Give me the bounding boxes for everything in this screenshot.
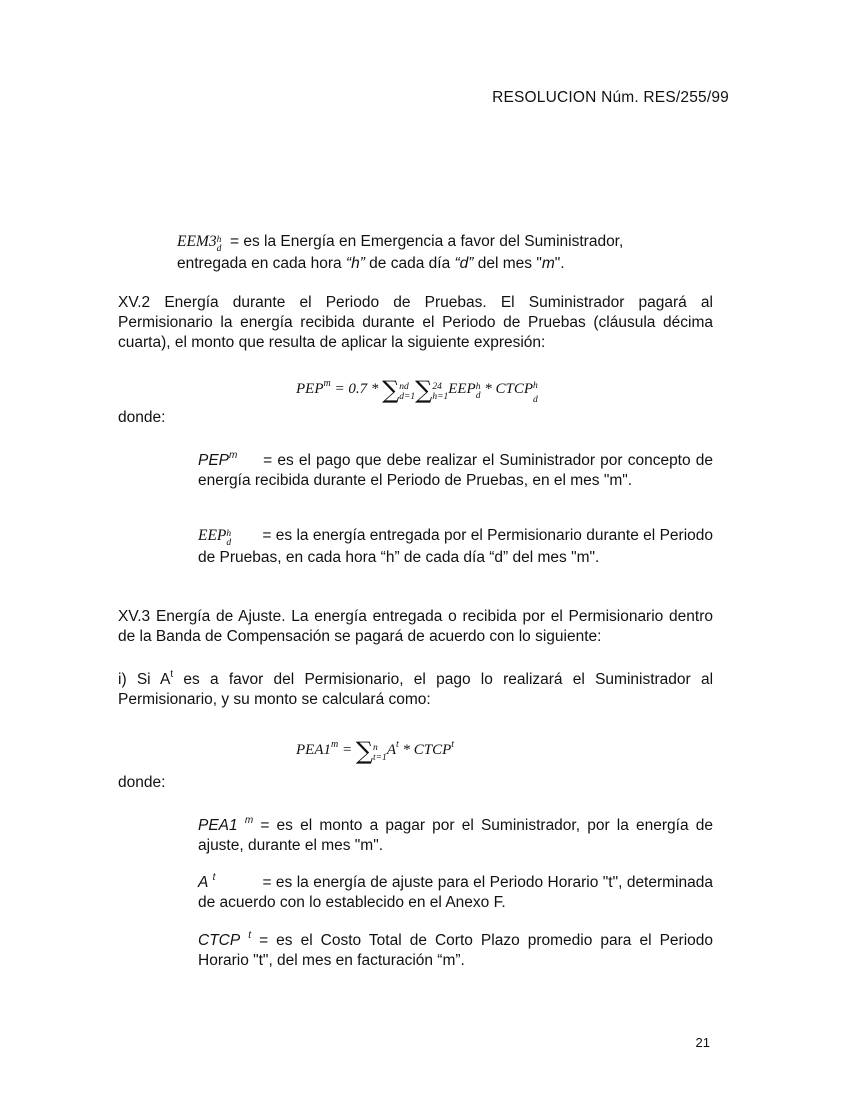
term2-sup: h [533,381,538,391]
sum-lower: t=1 [373,753,387,763]
term2-indices [533,379,538,407]
eep-indices [226,530,231,548]
eem3-sub: d [216,244,222,254]
eem3-line2-pre: entregada en cada hora [177,255,346,272]
pea1-symbol [198,817,253,834]
term1-sub: d [475,391,481,401]
eep-symbol [198,526,258,548]
item-i-pre: i) Si A [118,671,171,688]
eem3-line2-mid2: del mes " [473,255,542,272]
eep-symbol-text: EEP [198,527,227,544]
a-definition [198,868,713,913]
pep-definition-text: = es el pago que debe realizar el Suministrador por concepto de energía recibida durante el Periodo de Pruebas, en el mes "m". [198,452,713,489]
formula-op: * CTCP [398,742,452,758]
formula-lhs-sup: m [331,739,339,750]
formula-lhs: PEP [296,381,324,397]
formula-eq: = 0.7 * [330,381,383,397]
pep-definition [198,446,713,491]
term1-sup: h [475,382,481,392]
item-i-post: es a favor del Permisionario, el pago lo realizará el Suministrador al Permisionario, y su monto se calculará como: [118,671,714,708]
page-number: 21 [695,1035,710,1050]
pea1-definition [198,811,713,856]
formula-term1: A [386,742,396,758]
ctcp-sup: t [248,930,252,941]
eem3-sup: h [216,235,222,245]
a-symbol [198,868,258,893]
ctcp-symbol [198,932,251,949]
eep-definition-text: = es la energía entregada por el Permisionario durante el Periodo de Pruebas, en cada hora “h” de cada día “d” del mes "m". [198,527,713,566]
sum1-limits [399,382,415,402]
formula-lhs-sup: m [323,378,331,389]
sum1-lower: d=1 [399,392,416,402]
sum-upper: n [373,743,378,753]
pea1-formula [296,737,454,765]
document-header: RESOLUCION Núm. RES/255/99 [492,89,729,106]
eem3-indices [217,236,222,254]
ctcp-symbol-text: CTCP [198,932,241,949]
term1-sup: t [395,739,399,750]
pep-formula [296,376,538,407]
section-xv2-heading: XV.2 [118,294,151,311]
sum1-upper: nd [399,382,409,392]
var-d: “d” [454,255,474,272]
section-xv3-heading: XV.3 [118,608,151,625]
term2-sup: t [451,739,455,750]
sum2-upper: 24 [432,382,442,392]
section-xv2-paragraph [118,293,713,353]
item-i-sup: t [170,669,174,680]
sum-limits [373,743,387,763]
formula-op: * CTCP [480,381,533,397]
donde-label: donde: [118,409,166,426]
section-xv3-paragraph [118,607,713,647]
formula-eq: = [338,742,356,758]
eep-definition [198,526,713,568]
var-m: m [541,255,555,272]
eem3-line1: = es la Energía en Emergencia a favor del Suministrador, [229,233,624,250]
eem3-line2-end: ". [554,255,565,272]
pea1-sup: m [244,815,254,826]
formula-term1: EEP [448,381,476,397]
donde-label-2: donde: [118,774,166,791]
summation-icon: ∑ [355,737,373,765]
pea1-symbol-text: PEA1 [198,817,238,834]
sum2-limits [432,382,448,402]
section-xv2-text: Energía durante el Periodo de Pruebas. El Suministrador pagará al Permisionario la energía recibida durante el Periodo de Pruebas (cláusula décima cuarta), el monto que resulta de aplicar la siguiente expresión: [118,294,713,351]
eem3-line2-mid: de cada día [364,255,455,272]
eep-sup: h [226,529,232,539]
ctcp-definition-text: = es el Costo Total de Corto Plazo promedio para el Periodo Horario "t", del mes en facturación “m”. [198,932,713,969]
pep-symbol-text: PEP [198,452,230,469]
a-definition-text: = es la energía de ajuste para el Periodo Horario "t", determinada de acuerdo con lo establecido en el Anexo F. [198,874,713,911]
eem3-definition [177,232,713,274]
summation-icon: ∑ [382,376,400,404]
pea1-definition-text: = es el monto a pagar por el Suministrador, por la energía de ajuste, durante el mes "m". [198,817,713,854]
item-i-paragraph [118,665,713,710]
formula-lhs: PEA1 [296,742,331,758]
section-xv3-text: Energía de Ajuste. La energía entregada o recibida por el Permisionario dentro de la Banda de Compensación se pagará de acuerdo con lo siguiente: [118,608,713,645]
summation-icon: ∑ [415,376,433,404]
sum2-lower: h=1 [432,392,449,402]
term2-sub: d [533,395,538,405]
a-symbol-text: A [198,874,209,891]
ctcp-definition [198,926,713,971]
var-h: “h” [345,255,365,272]
eep-sub: d [226,538,232,548]
pep-sup: m [229,450,238,461]
pep-symbol [198,446,258,471]
a-sup: t [212,872,216,883]
eem3-symbol: EEM3 [177,233,217,250]
